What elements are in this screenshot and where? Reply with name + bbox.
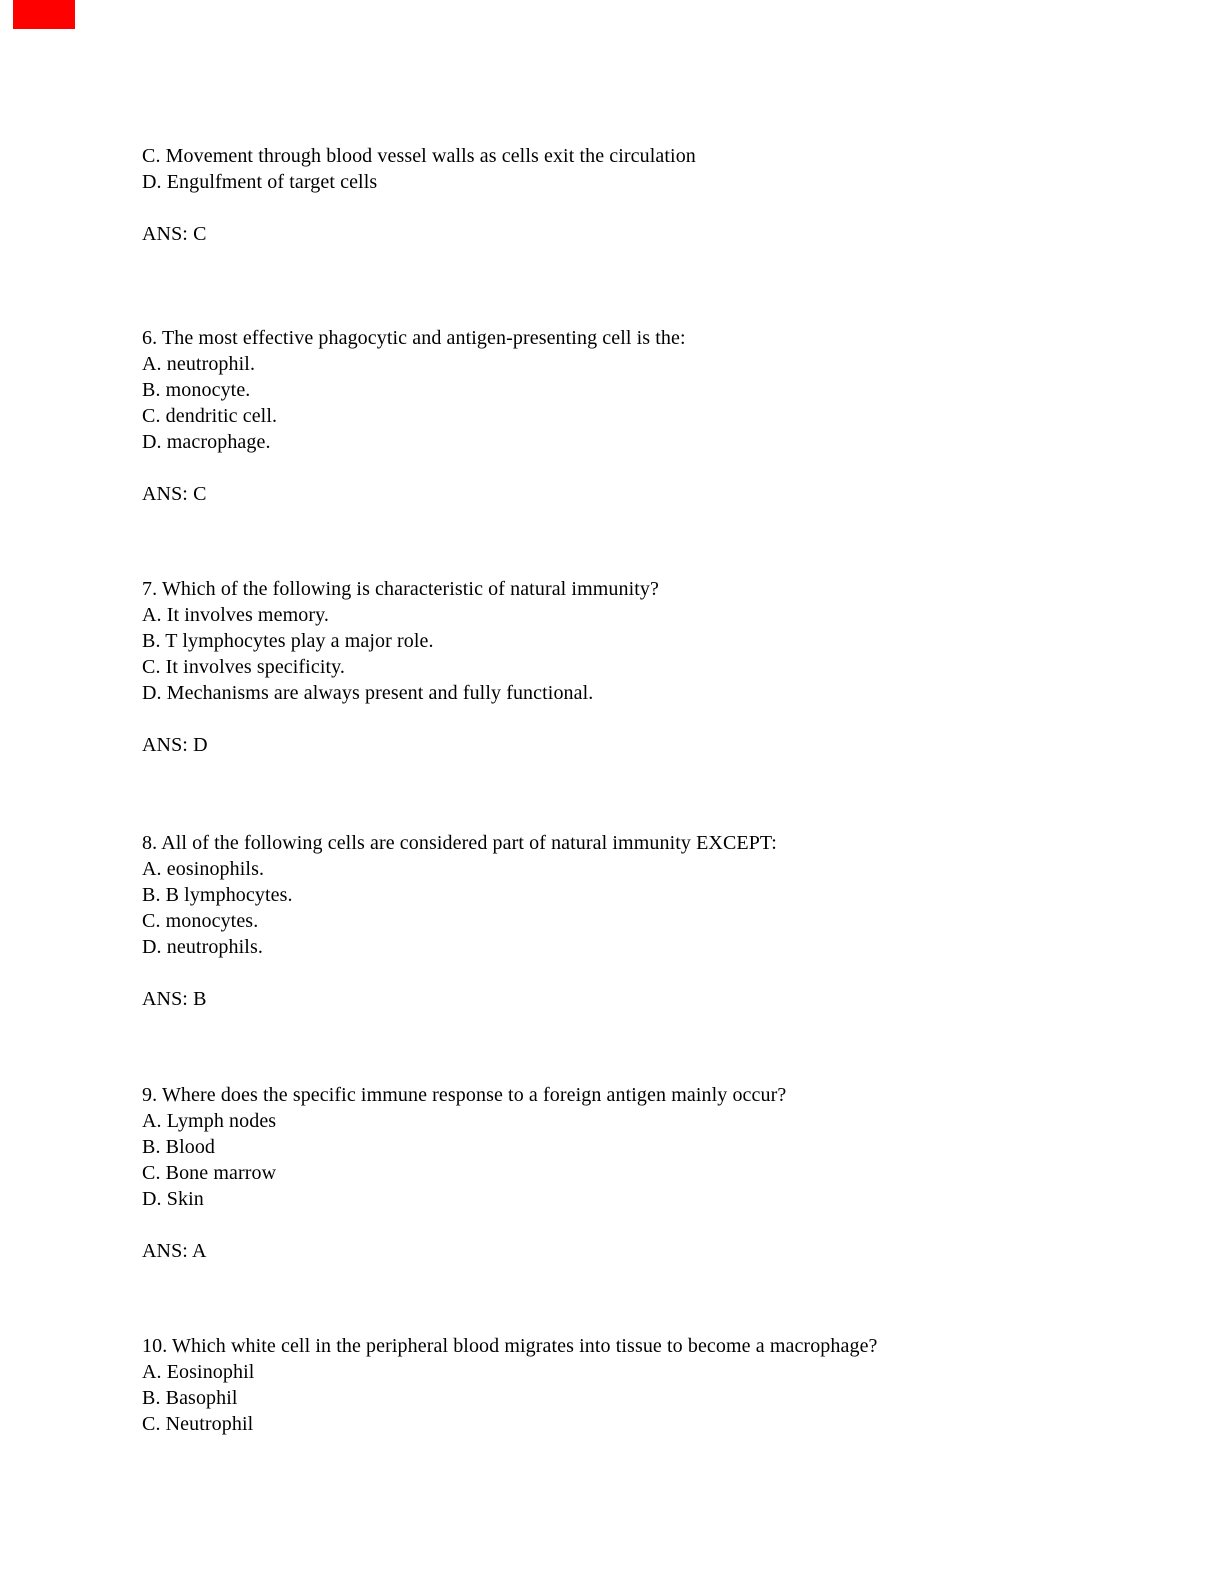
answer-line: ANS: C (142, 483, 207, 505)
question-block-7 (142, 576, 1142, 758)
option-line: A. Eosinophil (142, 1361, 255, 1383)
option-line: B. Blood (142, 1136, 216, 1158)
question-block-8 (142, 830, 1142, 1012)
option-line: C. It involves specificity. (142, 656, 346, 678)
option-line: A. neutrophil. (142, 353, 256, 375)
option-line: C. Movement through blood vessel walls as cells exit the circulation (142, 145, 696, 167)
question-text: 7. Which of the following is characteristic of natural immunity? (142, 578, 659, 600)
option-line: C. dendritic cell. (142, 405, 278, 427)
question-block-6 (142, 325, 1142, 507)
question-block-5-continuation (142, 143, 1142, 247)
question-text: 8. All of the following cells are considered part of natural immunity EXCEPT: (142, 832, 777, 854)
option-line: A. Lymph nodes (142, 1110, 277, 1132)
answer-line: ANS: A (142, 1240, 207, 1262)
option-line: B. monocyte. (142, 379, 251, 401)
option-line: D. Mechanisms are always present and fully functional. (142, 682, 594, 704)
option-line: D. neutrophils. (142, 936, 263, 958)
answer-line: ANS: B (142, 988, 207, 1010)
option-line: B. T lymphocytes play a major role. (142, 630, 434, 652)
option-line: C. Neutrophil (142, 1413, 254, 1435)
answer-line: ANS: C (142, 223, 207, 245)
option-line: B. B lymphocytes. (142, 884, 293, 906)
option-line: D. macrophage. (142, 431, 271, 453)
question-block-9 (142, 1082, 1142, 1264)
question-text: 6. The most effective phagocytic and antigen-presenting cell is the: (142, 327, 686, 349)
option-line: C. Bone marrow (142, 1162, 277, 1184)
option-line: D. Skin (142, 1188, 204, 1210)
option-line: A. It involves memory. (142, 604, 329, 626)
question-text: 9. Where does the specific immune response to a foreign antigen mainly occur? (142, 1084, 787, 1106)
option-line: A. eosinophils. (142, 858, 265, 880)
option-line: C. monocytes. (142, 910, 259, 932)
answer-line: ANS: D (142, 734, 208, 756)
question-text: 10. Which white cell in the peripheral blood migrates into tissue to become a macrophage? (142, 1335, 878, 1357)
option-line: D. Engulfment of target cells (142, 171, 378, 193)
option-line: B. Basophil (142, 1387, 238, 1409)
red-corner-mark (13, 0, 75, 29)
question-block-10 (142, 1333, 1142, 1437)
